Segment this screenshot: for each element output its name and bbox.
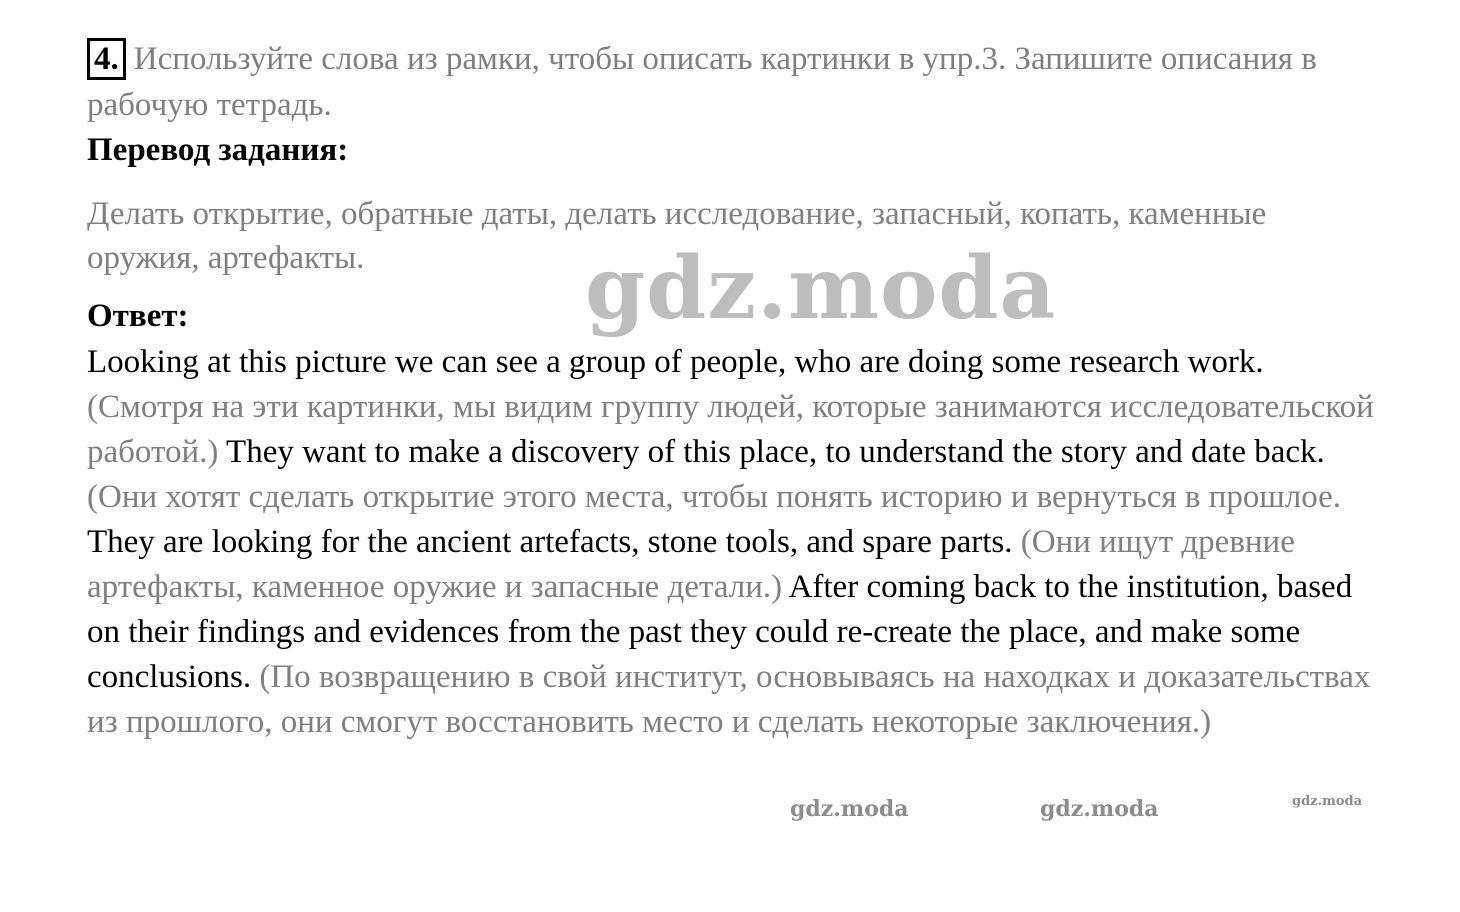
task-text: Используйте слова из рамки, чтобы описать картинки в упр.3. Запишите описания в рабочую тетрадь. <box>87 41 1317 123</box>
answer-heading: Ответ: <box>87 298 189 334</box>
answer-segment-en: Looking at this picture we can see a group of people, who are doing some research work. <box>87 344 1264 380</box>
answer-segment-ru: (По возвращению в свой институт, основываясь на находках и доказательствах из прошлого, они смогут восстановить место и сделать некоторые заключения.) <box>87 659 1371 740</box>
watermark-main: gdz.moda <box>585 238 1057 339</box>
answer-segment-ru: (Смотря на эти картинки, мы видим группу людей, которые занимаются исследовательской работой.) <box>87 389 1374 470</box>
answer-paragraph <box>87 340 1387 745</box>
watermark-small: gdz.moda <box>1040 796 1159 822</box>
watermark-small: gdz.moda <box>790 796 909 822</box>
translation-heading: Перевод задания: <box>87 132 349 168</box>
watermark-small: gdz.moda <box>1292 794 1363 809</box>
translation-words: Делать открытие, обратные даты, делать исследование, запасный, копать, каменные оружия, артефакты. <box>87 196 1267 276</box>
answer-segment-en: They want to make a discovery of this place, to understand the story and date back. <box>226 434 1325 470</box>
answer-text <box>87 340 1387 745</box>
answer-segment-en: After coming back to the institution, based on their findings and evidences from the past they could re-create the place, and make some conclusions. <box>87 569 1353 695</box>
exercise-number: 4. <box>87 38 126 80</box>
task-statement <box>87 36 1387 128</box>
answer-segment-en: They are looking for the ancient artefacts, stone tools, and spare parts. <box>87 524 1021 560</box>
answer-segment-ru: (Они ищут древние артефакты, каменное оружие и запасные детали.) <box>87 524 1295 605</box>
answer-segment-ru: (Они хотят сделать открытие этого места, чтобы понять историю и вернуться в прошлое. <box>87 479 1342 515</box>
